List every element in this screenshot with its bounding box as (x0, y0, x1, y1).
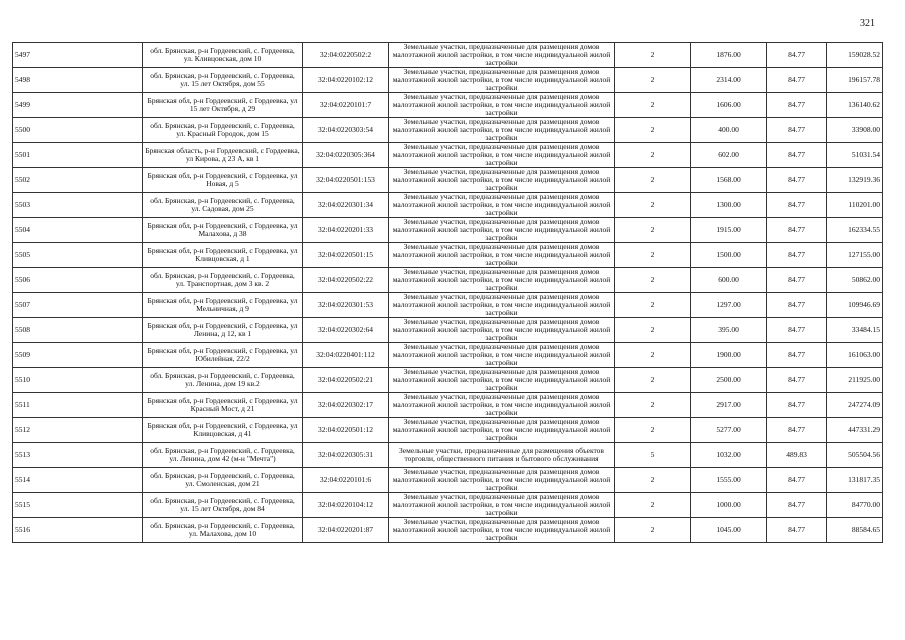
cadastral-number-cell: 32:04:0220101:7 (303, 93, 389, 118)
rate-cell: 84.77 (767, 143, 827, 168)
group-cell: 2 (615, 68, 691, 93)
table-row (13, 68, 883, 93)
group-cell: 2 (615, 393, 691, 418)
rate-cell: 84.77 (767, 68, 827, 93)
cadastral-value-cell: 132919.36 (827, 168, 883, 193)
table-row (13, 468, 883, 493)
cadastral-value-cell: 196157.78 (827, 68, 883, 93)
row-number: 5505 (13, 243, 143, 268)
group-cell: 2 (615, 268, 691, 293)
group-cell: 2 (615, 518, 691, 543)
table-row (13, 343, 883, 368)
cadastral-number-cell: 32:04:0220502:22 (303, 268, 389, 293)
land-use-cell: Земельные участки, предназначенные для размещения домов малоэтажной жилой застройки, в том числе индивидуальной жилой застройки (389, 493, 615, 518)
area-cell: 2314.00 (691, 68, 767, 93)
cadastral-number-cell: 32:04:0220401:112 (303, 343, 389, 368)
table-row (13, 368, 883, 393)
table-row (13, 268, 883, 293)
area-cell: 2500.00 (691, 368, 767, 393)
table-row (13, 443, 883, 468)
cadastral-value-cell: 127155.00 (827, 243, 883, 268)
cadastral-value-cell: 447331.29 (827, 418, 883, 443)
address-cell: обл. Брянская, р-н Гордеевский, с. Гордеевка, ул. 15 лет Октября, дом 84 (143, 493, 303, 518)
address-cell: Брянская обл, р-н Гордеевский, с Гордеевка, ул Красный Мост, д 21 (143, 393, 303, 418)
area-cell: 395.00 (691, 318, 767, 343)
group-cell: 2 (615, 43, 691, 68)
table-row (13, 293, 883, 318)
cadastral-value-cell: 33484.15 (827, 318, 883, 343)
table-row (13, 318, 883, 343)
land-use-cell: Земельные участки, предназначенные для размещения домов малоэтажной жилой застройки, в том числе индивидуальной жилой застройки (389, 218, 615, 243)
table-row (13, 218, 883, 243)
row-number: 5511 (13, 393, 143, 418)
cadastral-value-cell: 161063.00 (827, 343, 883, 368)
land-use-cell: Земельные участки, предназначенные для размещения домов малоэтажной жилой застройки, в том числе индивидуальной жилой застройки (389, 418, 615, 443)
group-cell: 2 (615, 243, 691, 268)
cadastral-number-cell: 32:04:0220301:53 (303, 293, 389, 318)
row-number: 5504 (13, 218, 143, 243)
table-row (13, 393, 883, 418)
cadastral-number-cell: 32:04:0220201:33 (303, 218, 389, 243)
cadastral-number-cell: 32:04:0220104:12 (303, 493, 389, 518)
row-number: 5502 (13, 168, 143, 193)
land-use-cell: Земельные участки, предназначенные для размещения домов малоэтажной жилой застройки, в том числе индивидуальной жилой застройки (389, 68, 615, 93)
row-number: 5516 (13, 518, 143, 543)
area-cell: 1568.00 (691, 168, 767, 193)
rate-cell: 84.77 (767, 218, 827, 243)
rate-cell: 84.77 (767, 193, 827, 218)
rate-cell: 84.77 (767, 118, 827, 143)
area-cell: 1300.00 (691, 193, 767, 218)
land-use-cell: Земельные участки, предназначенные для размещения домов малоэтажной жилой застройки, в том числе индивидуальной жилой застройки (389, 343, 615, 368)
cadastral-number-cell: 32:04:0220501:153 (303, 168, 389, 193)
group-cell: 2 (615, 318, 691, 343)
page-number: 321 (860, 18, 875, 29)
rate-cell: 84.77 (767, 368, 827, 393)
address-cell: обл. Брянская, р-н Гордеевский, с. Гордеевка, ул. Транспортная, дом 3 кв. 2 (143, 268, 303, 293)
group-cell: 2 (615, 218, 691, 243)
rate-cell: 84.77 (767, 418, 827, 443)
rate-cell: 84.77 (767, 93, 827, 118)
row-number: 5497 (13, 43, 143, 68)
cadastral-number-cell: 32:04:0220305:364 (303, 143, 389, 168)
land-use-cell: Земельные участки, предназначенные для размещения домов малоэтажной жилой застройки, в том числе индивидуальной жилой застройки (389, 318, 615, 343)
address-cell: обл. Брянская, р-н Гордеевский, с. Гордеевка, ул. Смоленская, дом 21 (143, 468, 303, 493)
cadastral-value-cell: 136140.62 (827, 93, 883, 118)
rate-cell: 84.77 (767, 43, 827, 68)
address-cell: обл. Брянская, р-н Гордеевский, с. Гордеевка, ул. Красный Городок, дом 15 (143, 118, 303, 143)
address-cell: Брянская обл, р-н Гордеевский, с Гордеевка, ул Мельничная, д 9 (143, 293, 303, 318)
rate-cell: 84.77 (767, 293, 827, 318)
cadastral-value-cell: 505504.56 (827, 443, 883, 468)
cadastral-value-cell: 211925.00 (827, 368, 883, 393)
group-cell: 2 (615, 493, 691, 518)
cadastral-value-cell: 88584.65 (827, 518, 883, 543)
land-plot-table (12, 42, 883, 543)
area-cell: 602.00 (691, 143, 767, 168)
rate-cell: 84.77 (767, 393, 827, 418)
group-cell: 2 (615, 418, 691, 443)
row-number: 5514 (13, 468, 143, 493)
row-number: 5507 (13, 293, 143, 318)
area-cell: 1915.00 (691, 218, 767, 243)
address-cell: Брянская обл, р-н Гордеевский, с Гордеевка, ул Ленина, д 12, кв 1 (143, 318, 303, 343)
table-row (13, 93, 883, 118)
address-cell: обл. Брянская, р-н Гордеевский, с. Гордеевка, ул. Ленина, дом 19 кв.2 (143, 368, 303, 393)
cadastral-value-cell: 50862.00 (827, 268, 883, 293)
address-cell: обл. Брянская, р-н Гордеевский, с. Гордеевка, ул. Малахова, дом 10 (143, 518, 303, 543)
group-cell: 2 (615, 293, 691, 318)
land-use-cell: Земельные участки, предназначенные для размещения домов малоэтажной жилой застройки, в том числе индивидуальной жилой застройки (389, 468, 615, 493)
area-cell: 1900.00 (691, 343, 767, 368)
land-use-cell: Земельные участки, предназначенные для размещения домов малоэтажной жилой застройки, в том числе индивидуальной жилой застройки (389, 268, 615, 293)
rate-cell: 84.77 (767, 318, 827, 343)
row-number: 5509 (13, 343, 143, 368)
area-cell: 400.00 (691, 118, 767, 143)
land-use-cell: Земельные участки, предназначенные для размещения объектов торговли, общественного питания и бытового обслуживания (389, 443, 615, 468)
area-cell: 1555.00 (691, 468, 767, 493)
group-cell: 2 (615, 168, 691, 193)
row-number: 5513 (13, 443, 143, 468)
land-use-cell: Земельные участки, предназначенные для размещения домов малоэтажной жилой застройки, в том числе индивидуальной жилой застройки (389, 293, 615, 318)
cadastral-number-cell: 32:04:0220302:64 (303, 318, 389, 343)
land-use-cell: Земельные участки, предназначенные для размещения домов малоэтажной жилой застройки, в том числе индивидуальной жилой застройки (389, 43, 615, 68)
row-number: 5510 (13, 368, 143, 393)
table-row (13, 193, 883, 218)
group-cell: 2 (615, 118, 691, 143)
land-use-cell: Земельные участки, предназначенные для размещения домов малоэтажной жилой застройки, в том числе индивидуальной жилой застройки (389, 118, 615, 143)
cadastral-number-cell: 32:04:0220305:31 (303, 443, 389, 468)
row-number: 5503 (13, 193, 143, 218)
row-number: 5515 (13, 493, 143, 518)
rate-cell: 84.77 (767, 268, 827, 293)
area-cell: 5277.00 (691, 418, 767, 443)
address-cell: Брянская обл, р-н Гордеевский, с Гордеевка, ул Кливцовская, д 41 (143, 418, 303, 443)
address-cell: Брянская обл, р-н Гордеевский, с Гордеевка, ул Кливцовская, д 1 (143, 243, 303, 268)
address-cell: Брянская обл, р-н Гордеевский, с Гордеевка, ул Новая, д 5 (143, 168, 303, 193)
area-cell: 1000.00 (691, 493, 767, 518)
group-cell: 5 (615, 443, 691, 468)
table-row (13, 118, 883, 143)
area-cell: 2917.00 (691, 393, 767, 418)
group-cell: 2 (615, 468, 691, 493)
address-cell: обл. Брянская, р-н Гордеевский, с. Гордеевка, ул. Кливцовская, дом 10 (143, 43, 303, 68)
group-cell: 2 (615, 343, 691, 368)
cadastral-value-cell: 51031.54 (827, 143, 883, 168)
rate-cell: 84.77 (767, 518, 827, 543)
group-cell: 2 (615, 193, 691, 218)
area-cell: 1876.00 (691, 43, 767, 68)
table-row (13, 418, 883, 443)
address-cell: Брянская обл, р-н Гордеевский, с Гордеевка, ул Юбилейная, 22/2 (143, 343, 303, 368)
table-row (13, 243, 883, 268)
cadastral-number-cell: 32:04:0220502:2 (303, 43, 389, 68)
cadastral-value-cell: 247274.09 (827, 393, 883, 418)
land-use-cell: Земельные участки, предназначенные для размещения домов малоэтажной жилой застройки, в том числе индивидуальной жилой застройки (389, 518, 615, 543)
land-use-cell: Земельные участки, предназначенные для размещения домов малоэтажной жилой застройки, в том числе индивидуальной жилой застройки (389, 368, 615, 393)
address-cell: обл. Брянская, р-н Гордеевский, с. Гордеевка, ул. Садовая, дом 25 (143, 193, 303, 218)
group-cell: 2 (615, 143, 691, 168)
address-cell: Брянская обл, р-н Гордеевский, с Гордеевка, ул Малахова, д 38 (143, 218, 303, 243)
area-cell: 1606.00 (691, 93, 767, 118)
row-number: 5506 (13, 268, 143, 293)
land-use-cell: Земельные участки, предназначенные для размещения домов малоэтажной жилой застройки, в том числе индивидуальной жилой застройки (389, 93, 615, 118)
table-row (13, 143, 883, 168)
cadastral-value-cell: 33908.00 (827, 118, 883, 143)
address-cell: обл. Брянская, р-н Гордеевский, с. Гордеевка, ул. Ленина, дом 42 (м-н "Мечта") (143, 443, 303, 468)
land-use-cell: Земельные участки, предназначенные для размещения домов малоэтажной жилой застройки, в том числе индивидуальной жилой застройки (389, 243, 615, 268)
group-cell: 2 (615, 93, 691, 118)
row-number: 5498 (13, 68, 143, 93)
table-row (13, 518, 883, 543)
rate-cell: 84.77 (767, 343, 827, 368)
cadastral-value-cell: 109946.69 (827, 293, 883, 318)
table-row (13, 493, 883, 518)
row-number: 5500 (13, 118, 143, 143)
area-cell: 1297.00 (691, 293, 767, 318)
land-use-cell: Земельные участки, предназначенные для размещения домов малоэтажной жилой застройки, в том числе индивидуальной жилой застройки (389, 143, 615, 168)
table-body (13, 43, 883, 543)
cadastral-value-cell: 131817.35 (827, 468, 883, 493)
row-number: 5512 (13, 418, 143, 443)
cadastral-number-cell: 32:04:0220201:87 (303, 518, 389, 543)
land-use-cell: Земельные участки, предназначенные для размещения домов малоэтажной жилой застройки, в том числе индивидуальной жилой застройки (389, 168, 615, 193)
rate-cell: 84.77 (767, 168, 827, 193)
row-number: 5501 (13, 143, 143, 168)
cadastral-number-cell: 32:04:0220102:12 (303, 68, 389, 93)
address-cell: Брянская обл, р-н Гордеевский, с Гордеевка, ул 15 лет Октября, д 29 (143, 93, 303, 118)
cadastral-value-cell: 162334.55 (827, 218, 883, 243)
cadastral-value-cell: 159028.52 (827, 43, 883, 68)
rate-cell: 84.77 (767, 243, 827, 268)
rate-cell: 84.77 (767, 468, 827, 493)
group-cell: 2 (615, 368, 691, 393)
cadastral-number-cell: 32:04:0220501:15 (303, 243, 389, 268)
cadastral-number-cell: 32:04:0220101:6 (303, 468, 389, 493)
cadastral-number-cell: 32:04:0220302:17 (303, 393, 389, 418)
area-cell: 1045.00 (691, 518, 767, 543)
rate-cell: 489.83 (767, 443, 827, 468)
area-cell: 1032.00 (691, 443, 767, 468)
cadastral-value-cell: 110201.00 (827, 193, 883, 218)
row-number: 5508 (13, 318, 143, 343)
cadastral-number-cell: 32:04:0220303:54 (303, 118, 389, 143)
cadastral-number-cell: 32:04:0220501:12 (303, 418, 389, 443)
table-row (13, 43, 883, 68)
area-cell: 600.00 (691, 268, 767, 293)
land-use-cell: Земельные участки, предназначенные для размещения домов малоэтажной жилой застройки, в том числе индивидуальной жилой застройки (389, 193, 615, 218)
rate-cell: 84.77 (767, 493, 827, 518)
land-use-cell: Земельные участки, предназначенные для размещения домов малоэтажной жилой застройки, в том числе индивидуальной жилой застройки (389, 393, 615, 418)
cadastral-number-cell: 32:04:0220502:21 (303, 368, 389, 393)
address-cell: обл. Брянская, р-н Гордеевский, с. Гордеевка, ул. 15 лет Октября, дом 55 (143, 68, 303, 93)
table-row (13, 168, 883, 193)
row-number: 5499 (13, 93, 143, 118)
cadastral-value-cell: 84770.00 (827, 493, 883, 518)
area-cell: 1500.00 (691, 243, 767, 268)
cadastral-number-cell: 32:04:0220301:34 (303, 193, 389, 218)
address-cell: Брянская область, р-н Гордеевский, с Гордеевка, ул Кирова, д 23 А, кв 1 (143, 143, 303, 168)
